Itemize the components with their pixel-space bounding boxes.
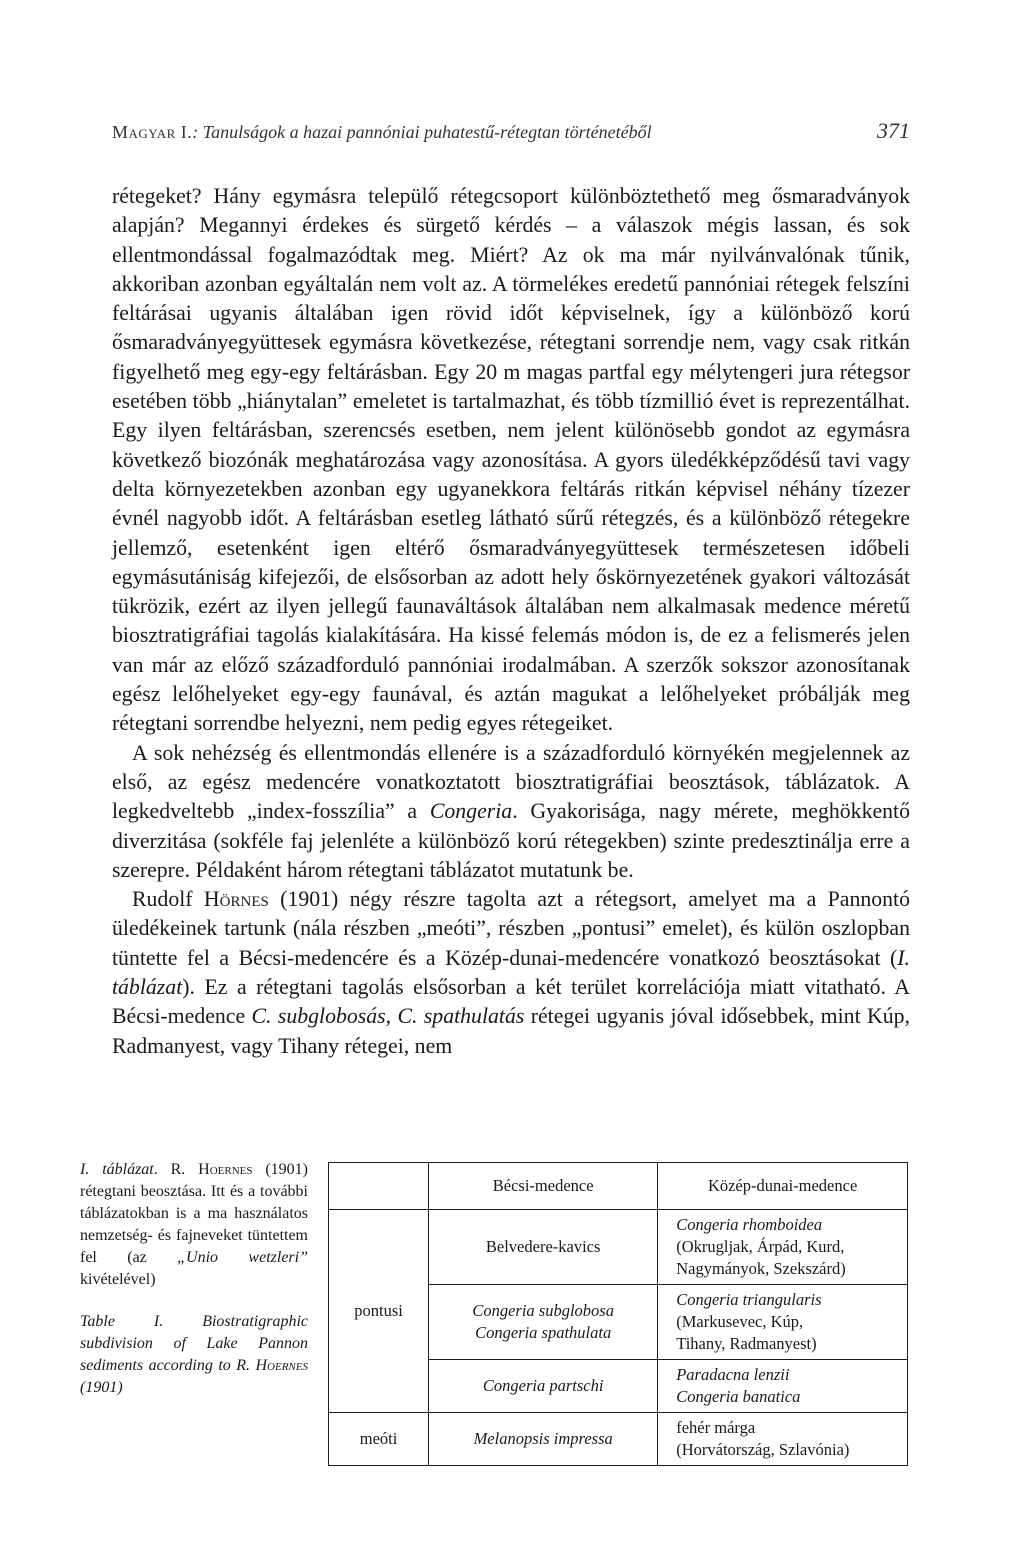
pannonian-unit: fehér márga xyxy=(676,1418,756,1437)
pannonian-cell xyxy=(658,1210,908,1285)
pannonian-locality: (Markusevec, Kúp, xyxy=(676,1312,804,1331)
header-empty-cell xyxy=(329,1163,429,1210)
caption-label: I. táblázat xyxy=(80,1161,154,1178)
caption-hungarian xyxy=(80,1159,308,1291)
pannonian-species: Paradacna lenzii xyxy=(676,1365,790,1384)
p3-text-i: rétegei ugyanis jóval idősebbek, mint Kúp, Radmanyest, vagy Tihany rétegei, nem xyxy=(112,1004,910,1058)
paragraph-3 xyxy=(112,885,910,1061)
running-header xyxy=(112,118,910,148)
table-reference: I. táblázat xyxy=(112,945,910,1000)
caption-english xyxy=(80,1311,308,1399)
vienna-species: Congeria subglobosa xyxy=(472,1301,614,1320)
header-middle-danube-basin: Közép-dunai-medence xyxy=(658,1163,908,1210)
caption-species: „Unio wetzleri” xyxy=(177,1249,308,1266)
table-row xyxy=(329,1210,908,1285)
p3-text-g: , xyxy=(385,1004,398,1029)
page-number: 371 xyxy=(877,118,910,143)
stratigraphy-table xyxy=(328,1162,908,1466)
vienna-species: Melanopsis impressa xyxy=(473,1429,613,1448)
table-row xyxy=(329,1413,908,1466)
pannonian-cell xyxy=(658,1285,908,1360)
vienna-cell xyxy=(429,1210,658,1285)
p3-text-e: ). Ez a rétegtani tagolás elsősorban a két terület korrelációja miatt vitatható. A Bécsi-medence xyxy=(112,975,910,1029)
vienna-species: Congeria spathulata xyxy=(475,1323,612,1342)
pannonian-locality: (Horvátország, Szlavónia) xyxy=(676,1440,850,1459)
caption-text-b: (1901) rétegtani beosztása. Itt és a további táblázatokban is a ma használatos nemzetség- és fajneveket tüntettem fel (az xyxy=(80,1161,308,1266)
stage-pontusi: pontusi xyxy=(329,1210,429,1413)
vienna-species: Congeria partschi xyxy=(482,1376,604,1395)
header-vienna-basin: Bécsi-medence xyxy=(429,1163,658,1210)
paragraph-2 xyxy=(112,739,910,885)
species-subglobosa: C. subglobosás xyxy=(251,1004,386,1029)
caption-en-text-a: Table I. Biostratigraphic subdivision of Lake Pannon sediments according to R. xyxy=(80,1313,308,1374)
caption-en-text-b: (1901) xyxy=(80,1379,123,1396)
caption-author: Hoernes xyxy=(198,1161,253,1178)
vienna-cell xyxy=(429,1413,658,1466)
pannonian-locality: Nagymányok, Szekszárd) xyxy=(676,1259,846,1278)
caption-en-author: Hoernes xyxy=(255,1357,308,1374)
pannonian-species: Congeria banatica xyxy=(676,1387,801,1406)
species-spathulata: C. spathulatás xyxy=(397,1004,525,1029)
stage-meoti: meóti xyxy=(329,1413,429,1466)
pannonian-species: Congeria triangularis xyxy=(676,1290,822,1309)
pannonian-locality: Tihany, Radmanyest) xyxy=(676,1334,817,1353)
pannonian-cell xyxy=(658,1360,908,1413)
pannonian-species: Congeria rhomboidea xyxy=(676,1215,823,1234)
body-text xyxy=(112,182,910,1061)
p3-text-a: Rudolf xyxy=(132,887,204,912)
pannonian-cell xyxy=(658,1413,908,1466)
pannonian-locality: (Okrugljak, Árpád, Kurd, xyxy=(676,1237,845,1256)
table-header-row xyxy=(329,1163,908,1210)
vienna-cell xyxy=(429,1360,658,1413)
author-hornes: Hörnes xyxy=(203,887,269,912)
table-caption xyxy=(80,1159,308,1399)
paragraph-1: rétegeket? Hány egymásra települő rétegcsoport különböztethető meg ősmaradványok alapján? Megannyi érdekes és sürgető kérdés – a válaszok mégis lassan, és sok ellentmondással fogalmazódtak meg. Miért? Az ok ma már nyilvánvalónak tűnik, akkoriban azonban egyáltalán nem volt az. A törmelékes eredetű pannóniai rétegek felszíni feltárásai ugyanis általában igen rövid időt képviselnek, így a különböző korú ősmaradványegyüttesek egymásra következése, rétegtani sorrendje nem, vagy csak ritkán figyelhető meg egy-egy feltárásban. Egy 20 m magas partfal egy mélytengeri jura rétegsor esetében több „hiánytalan” emeletet is tartalmazhat, és több tízmillió évet is reprezentálhat. Egy ilyen feltárásban, szerencsés esetben, nem jelent különösebb gondot az egymásra következő biozónák meghatározása vagy azonosítása. A gyors üledékképződésű tavi vagy delta környezetekben azonban egy ugyanekkora feltárás ritkán képvisel néhány tízezer évnél nagyobb időt. A feltárásban esetleg látható sűrű rétegzés, és a különböző rétegekre jellemző, esetenként igen eltérő ősmaradványegyüttesek természetesen időbeli egymásutániság kifejezői, de elsősorban az adott hely őskörnyezetének gyakori változását tükrözik, ezért az ilyen jellegű faunaváltások általában nem alkalmasak medence méretű biosztratigráfiai tagolás kialakítására. Ha kissé felemás módon is, de ez a felismerés jelen van már az előző századforduló pannóniai irodalmában. A szerzők sokszor azonosítanak egész lelőhelyeket egy-egy faunával, és aztán magukat a lelőhelyeket próbálják meg rétegtani sorrendbe helyezni, nem pedig egyes rétegeiket. xyxy=(112,184,910,736)
vienna-cell xyxy=(429,1285,658,1360)
genus-congeria: Congeria xyxy=(429,799,513,824)
p2-text-a: A sok nehézség és ellentmondás ellenére is a századforduló környékén megjelennek az első, az egész medencére vonatkoztatott biosztratigráfiai beosztások, táblázatok. A legkedveltebb „index-fosszília” a xyxy=(112,740,910,824)
running-title xyxy=(112,122,652,143)
p3-text-c: (1901) négy részre tagolta azt a rétegsort, amelyet ma a Pannontó üledékeinek tartunk (nála részben „meóti”, részben „pontusi” emelet), és külön oszlopban tüntette fel a Bécsi-medencére és a Közép-dunai-medencére vonatkozó beosztásokat ( xyxy=(112,887,910,970)
header-title: : Tanulságok a hazai pannóniai puhatestű-rétegtan történetéből xyxy=(192,122,652,142)
header-author: Magyar I. xyxy=(112,122,193,142)
caption-text-c: kivételével) xyxy=(80,1271,156,1288)
vienna-unit: Belvedere-kavics xyxy=(485,1237,601,1256)
caption-text-a: . R. xyxy=(153,1161,199,1178)
p2-text-c: . Gyakorisága, nagy mérete, meghökkentő diverzitása (sokféle faj jelenléte a különböző korú rétegekben) szinte predesztinálja erre a szerepre. Példaként három rétegtani táblázatot mutatunk be. xyxy=(112,799,910,882)
